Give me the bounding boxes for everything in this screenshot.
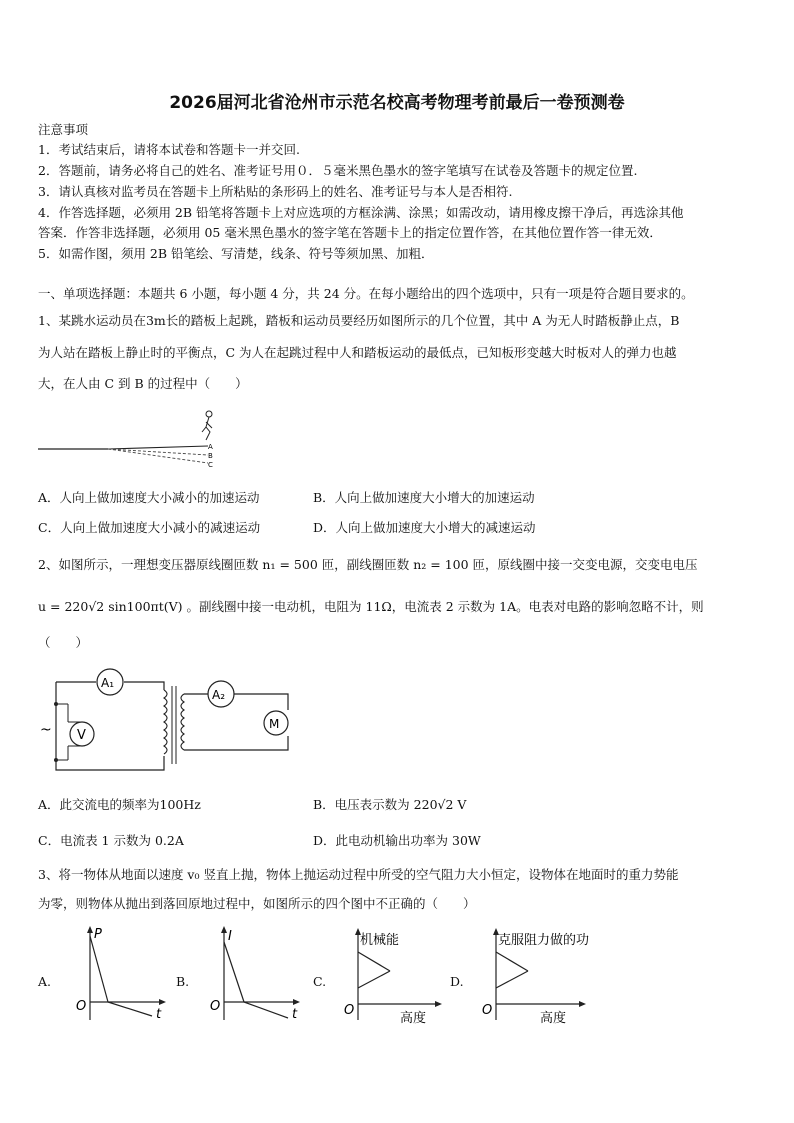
option-b: B．电压表示数为 220√2 V (313, 797, 467, 812)
notice-item: 3．请认真核对监考员在答题卡上所粘贴的条形码上的姓名、准考证号与本人是否相符. (38, 184, 513, 199)
graph-c-ylabel: 机械能 (360, 933, 400, 948)
graph-a-origin: O (76, 999, 87, 1014)
graph-b-label: B. (176, 974, 190, 989)
motor-label: M (269, 717, 280, 731)
graph-c-origin: O (344, 1003, 355, 1018)
option-a: A．人向上做加速度大小减小的加速运动 (38, 490, 260, 505)
question-1-line: 1、某跳水运动员在3m长的踏板上起跳，踏板和运动员要经历如图所示的几个位置，其中 A 为无人时踏板静止点，B (38, 313, 680, 328)
graph-a-xlabel: t (156, 1007, 162, 1022)
question-1-line: 为人站在踏板上静止时的平衡点，C 为人在起跳过程中人和踏板运动的最低点，已知板形变越大时板对人的弹力也越 (38, 345, 677, 360)
graph-b-ylabel: I (228, 929, 232, 944)
ac-source-symbol: ~ (40, 722, 52, 738)
question-2-line: 2、如图所示，一理想变压器原线圈匝数 n₁ = 500 匝，副线圈匝数 n₂ = 100 匝，原线圈中接一交变电源，交变电电压 (38, 557, 698, 572)
option-d: D．人向上做加速度大小增大的减速运动 (313, 520, 536, 535)
section-heading: 一、单项选择题：本题共 6 小题，每小题 4 分，共 24 分。在每小题给出的四个选项中，只有一项是符合题目要求的。 (38, 286, 694, 301)
graph-d-xlabel: 高度 (540, 1011, 567, 1024)
graph-d-label: D. (450, 974, 464, 989)
voltmeter-label: V (77, 728, 86, 743)
option-c: C．人向上做加速度大小减小的减速运动 (38, 520, 261, 535)
graph-c (338, 924, 448, 1024)
notice-item: 4．作答选择题，必须用 2B 铅笔将答题卡上对应选项的方框涂满、涂黑；如需改动，请用橡皮擦干净后，再选涂其他 (38, 205, 684, 220)
notice-item: 1．考试结束后，请将本试卷和答题卡一并交回. (38, 142, 300, 157)
graph-a-ylabel: P (94, 927, 102, 942)
question-3-line: 为零，则物体从抛出到落回原地过程中，如图所示的四个图中不正确的（ ） (38, 896, 476, 911)
graph-b (204, 924, 304, 1024)
graph-b-origin: O (210, 999, 221, 1014)
page-title: 2026届河北省沧州市示范名校高考物理考前最后一卷预测卷 (169, 93, 625, 113)
question-2-line: u = 220√2 sin100πt(V) 。副线圈中接一电动机，电阻为 11Ω，电流表 2 示数为 1A。电表对电路的影响忽略不计，则 (38, 599, 704, 614)
graph-d-origin: O (482, 1003, 493, 1018)
graph-b-xlabel: t (292, 1007, 298, 1022)
figure-label-c: C (208, 461, 213, 469)
option-a: A．此交流电的频率为100Hz (38, 797, 201, 812)
question-3-line: 3、将一物体从地面以速度 v₀ 竖直上抛，物体上抛运动过程中所受的空气阻力大小恒定，设物体在地面时的重力势能 (38, 867, 679, 882)
question-1-line: 大，在人由 C 到 B 的过程中（ ） (38, 376, 248, 391)
ammeter-1-label: A₁ (101, 676, 115, 690)
diving-board-figure (38, 402, 228, 472)
graph-d (476, 924, 626, 1024)
graph-a (70, 924, 170, 1024)
graph-d-ylabel: 克服阻力做的功 (498, 933, 590, 948)
transformer-circuit (38, 664, 298, 776)
graph-c-label: C. (313, 974, 327, 989)
option-c: C．电流表 1 示数为 0.2A (38, 833, 184, 848)
notice-item: 2．答题前，请务必将自己的姓名、准考证号用０．５毫米黑色墨水的签字笔填写在试卷及答题卡的规定位置. (38, 163, 638, 178)
ammeter-2-label: A₂ (212, 688, 226, 702)
notice-item: 5．如需作图，须用 2B 铅笔绘、写清楚，线条、符号等须加黑、加粗． (38, 246, 434, 261)
notice-heading: 注意事项 (38, 122, 89, 137)
figure-label-a: A (208, 443, 213, 451)
question-2-line: （ ） (38, 635, 89, 650)
notice-item: 答案．作答非选择题，必须用 05 毫米黑色墨水的签字笔在答题卡上的指定位置作答，在其他位置作答一律无效． (38, 225, 662, 240)
graph-a-label: A. (38, 974, 52, 989)
option-d: D．此电动机输出功率为 30W (313, 833, 481, 848)
option-b: B．人向上做加速度大小增大的加速运动 (313, 490, 535, 505)
graph-c-xlabel: 高度 (400, 1011, 427, 1024)
figure-label-b: B (208, 452, 213, 460)
